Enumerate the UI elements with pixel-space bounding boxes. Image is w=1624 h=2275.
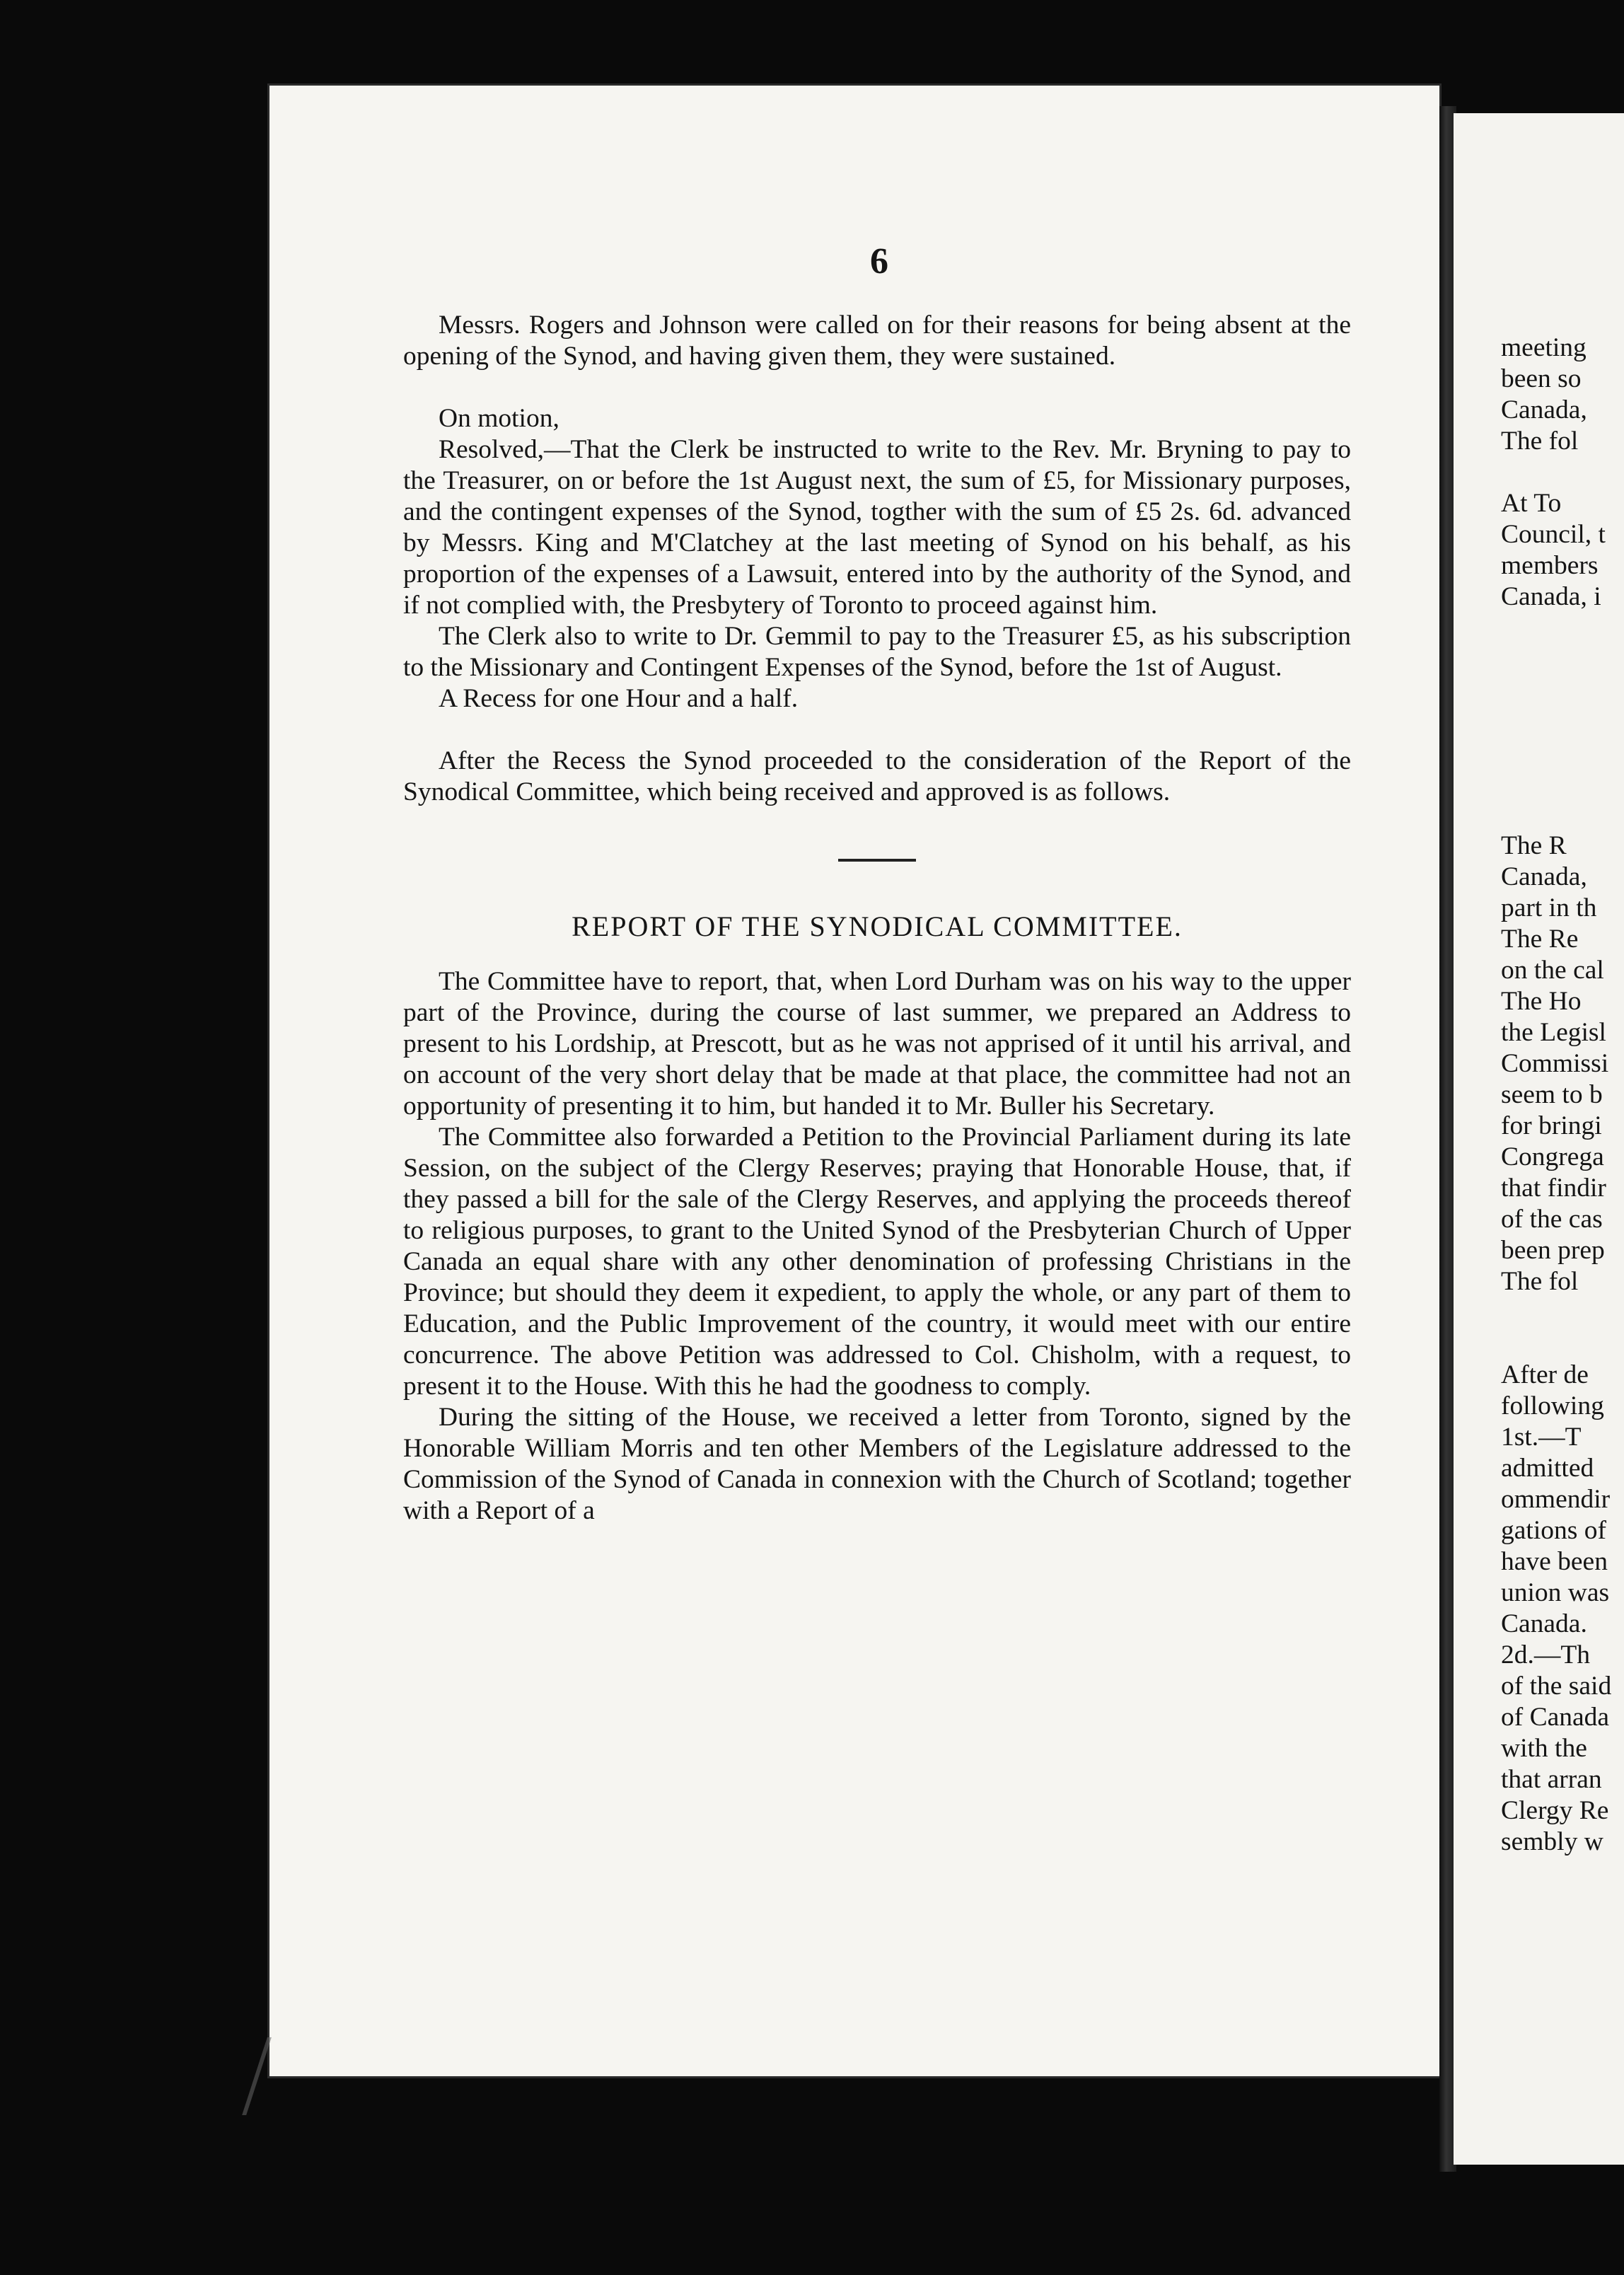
paragraph-clerk: The Clerk also to write to Dr. Gemmil to pay to the Treasurer £5, as his subscription to the Missionary and Contingent Expenses of the Synod, before the 1st of August. xyxy=(403,622,1351,682)
facing-page-line: Council, t xyxy=(1501,520,1606,549)
facing-page-line: of Canada xyxy=(1501,1703,1610,1732)
facing-page-line: The Re xyxy=(1501,925,1579,954)
facing-page-line: Clergy Re xyxy=(1501,1796,1609,1825)
facing-page-line: Canada. xyxy=(1501,1609,1587,1638)
facing-page-line: have been xyxy=(1501,1547,1608,1576)
facing-page-line: The fol xyxy=(1501,427,1579,456)
facing-page-line: been prep xyxy=(1501,1236,1605,1265)
facing-page-line xyxy=(1501,613,1624,644)
facing-page-line: that arran xyxy=(1501,1765,1602,1794)
page-body xyxy=(403,310,1351,1527)
report-paragraph: The Committee have to report, that, when Lord Durham was on his way to the upper part of the Province, during the course of last summer, we prepared an Address to present to his Lordship, at Prescott, but as he was not apprised of it until his arrival, and on account of the very short delay that be made at that place, the committee had not an opportunity of presenting it to him, but handed it to Mr. Buller his Secretary. xyxy=(403,967,1351,1121)
page-number: 6 xyxy=(870,241,888,282)
facing-page-line: of the said xyxy=(1501,1672,1612,1701)
facing-page-line xyxy=(1501,768,1624,799)
facing-page-line: The R xyxy=(1501,831,1567,860)
paragraph-absence: Messrs. Rogers and Johnson were called on for their reasons for being absent at the opening of the Synod, and having given them, they were sustained. xyxy=(403,311,1351,371)
facing-page-line: part in th xyxy=(1501,893,1597,922)
facing-page-line: following xyxy=(1501,1391,1604,1420)
facing-page-line: seem to b xyxy=(1501,1080,1603,1109)
facing-page-line: The Ho xyxy=(1501,987,1582,1016)
facing-page-line: After de xyxy=(1501,1360,1589,1389)
facing-page-line: The fol xyxy=(1501,1267,1579,1296)
report-paragraph: The Committee also forwarded a Petition to the Provincial Parliament during its late Session, on the subject of the Clergy Reserves; praying that Honorable House, that, if they passed a bill for the sale of the Clergy Reserves, and applying the proceeds thereof to religious purposes, to grant to the United Synod of the Presbyterian Church of Upper Canada an equal share with any other denomination of professing Christians in the Province; but should they deem it expedient, to apply the whole, or any part of them to Education, and the Public Improvement of the country, it would meet with our entire concurrence. The above Petition was addressed to Col. Chisholm, with a request, to present it to the House. With this he had the goodness to comply. xyxy=(403,1123,1351,1401)
facing-page-line: members xyxy=(1501,551,1599,580)
facing-page-line: Canada, i xyxy=(1501,582,1601,611)
report-heading: REPORT OF THE SYNODICAL COMMITTEE. xyxy=(572,910,1183,942)
facing-page-line xyxy=(1501,799,1624,830)
facing-page-line: meeting xyxy=(1501,333,1587,362)
facing-page-line: for bringi xyxy=(1501,1111,1602,1140)
facing-page-line: the Legisl xyxy=(1501,1018,1606,1047)
facing-page-line xyxy=(1501,1328,1624,1360)
facing-page-line: Canada, xyxy=(1501,395,1587,424)
report-paragraph: During the sitting of the House, we received a letter from Toronto, signed by the Honorable William Morris and ten other Members of the Legislature addressed to the Commission of the Synod of Canada in connexion with the Church of Scotland; together with a Report of a xyxy=(403,1403,1351,1525)
paragraph-recess: A Recess for one Hour and a half. xyxy=(439,684,799,713)
facing-page-line xyxy=(1501,644,1624,675)
facing-page-line: been so xyxy=(1501,364,1582,393)
facing-page-line: that findir xyxy=(1501,1174,1606,1203)
facing-page-line: on the cal xyxy=(1501,956,1604,985)
facing-page-line xyxy=(1501,1297,1624,1328)
facing-page-line: 1st.—T xyxy=(1501,1423,1582,1452)
facing-page-line: admitted xyxy=(1501,1454,1594,1483)
facing-page-line: Commissi xyxy=(1501,1049,1609,1078)
section-divider xyxy=(838,859,916,862)
paragraph-after-recess: After the Recess the Synod proceeded to the consideration of the Report of the Synodical Committee, which being received and approved is as follows. xyxy=(403,746,1351,806)
facing-page-line xyxy=(1501,675,1624,706)
facing-page-line: 2d.—Th xyxy=(1501,1640,1591,1669)
facing-page-line: sembly w xyxy=(1501,1827,1603,1856)
facing-page-text xyxy=(1501,332,1624,1858)
facing-page-line: of the cas xyxy=(1501,1205,1603,1234)
paragraph-resolved: Resolved,—That the Clerk be instructed to write to the Rev. Mr. Bryning to pay to the Treasurer, on or before the 1st August next, the sum of £5, for Missionary purposes, and the contingent expenses of the Synod, togther with the sum of £5 2s. 6d. advanced by Messrs. King and M'Clatchey at the last meeting of Synod on his behalf, as his proportion of the expenses of a Lawsuit, entered into by the authority of the Synod, and if not complied with, the Presbytery of Toronto to proceed against him. xyxy=(403,435,1351,620)
facing-page-line: ommendir xyxy=(1501,1485,1611,1514)
facing-page-line xyxy=(1501,737,1624,768)
facing-page-line: Congrega xyxy=(1501,1142,1604,1171)
paragraph-on-motion: On motion, xyxy=(439,404,559,433)
facing-page-line: union was xyxy=(1501,1578,1610,1607)
facing-page-line: gations of xyxy=(1501,1516,1606,1545)
facing-page-line: with the xyxy=(1501,1734,1587,1763)
facing-page-line xyxy=(1501,457,1624,488)
facing-page-line xyxy=(1501,706,1624,737)
facing-page-line: Canada, xyxy=(1501,862,1587,891)
facing-page-line: At To xyxy=(1501,489,1562,518)
